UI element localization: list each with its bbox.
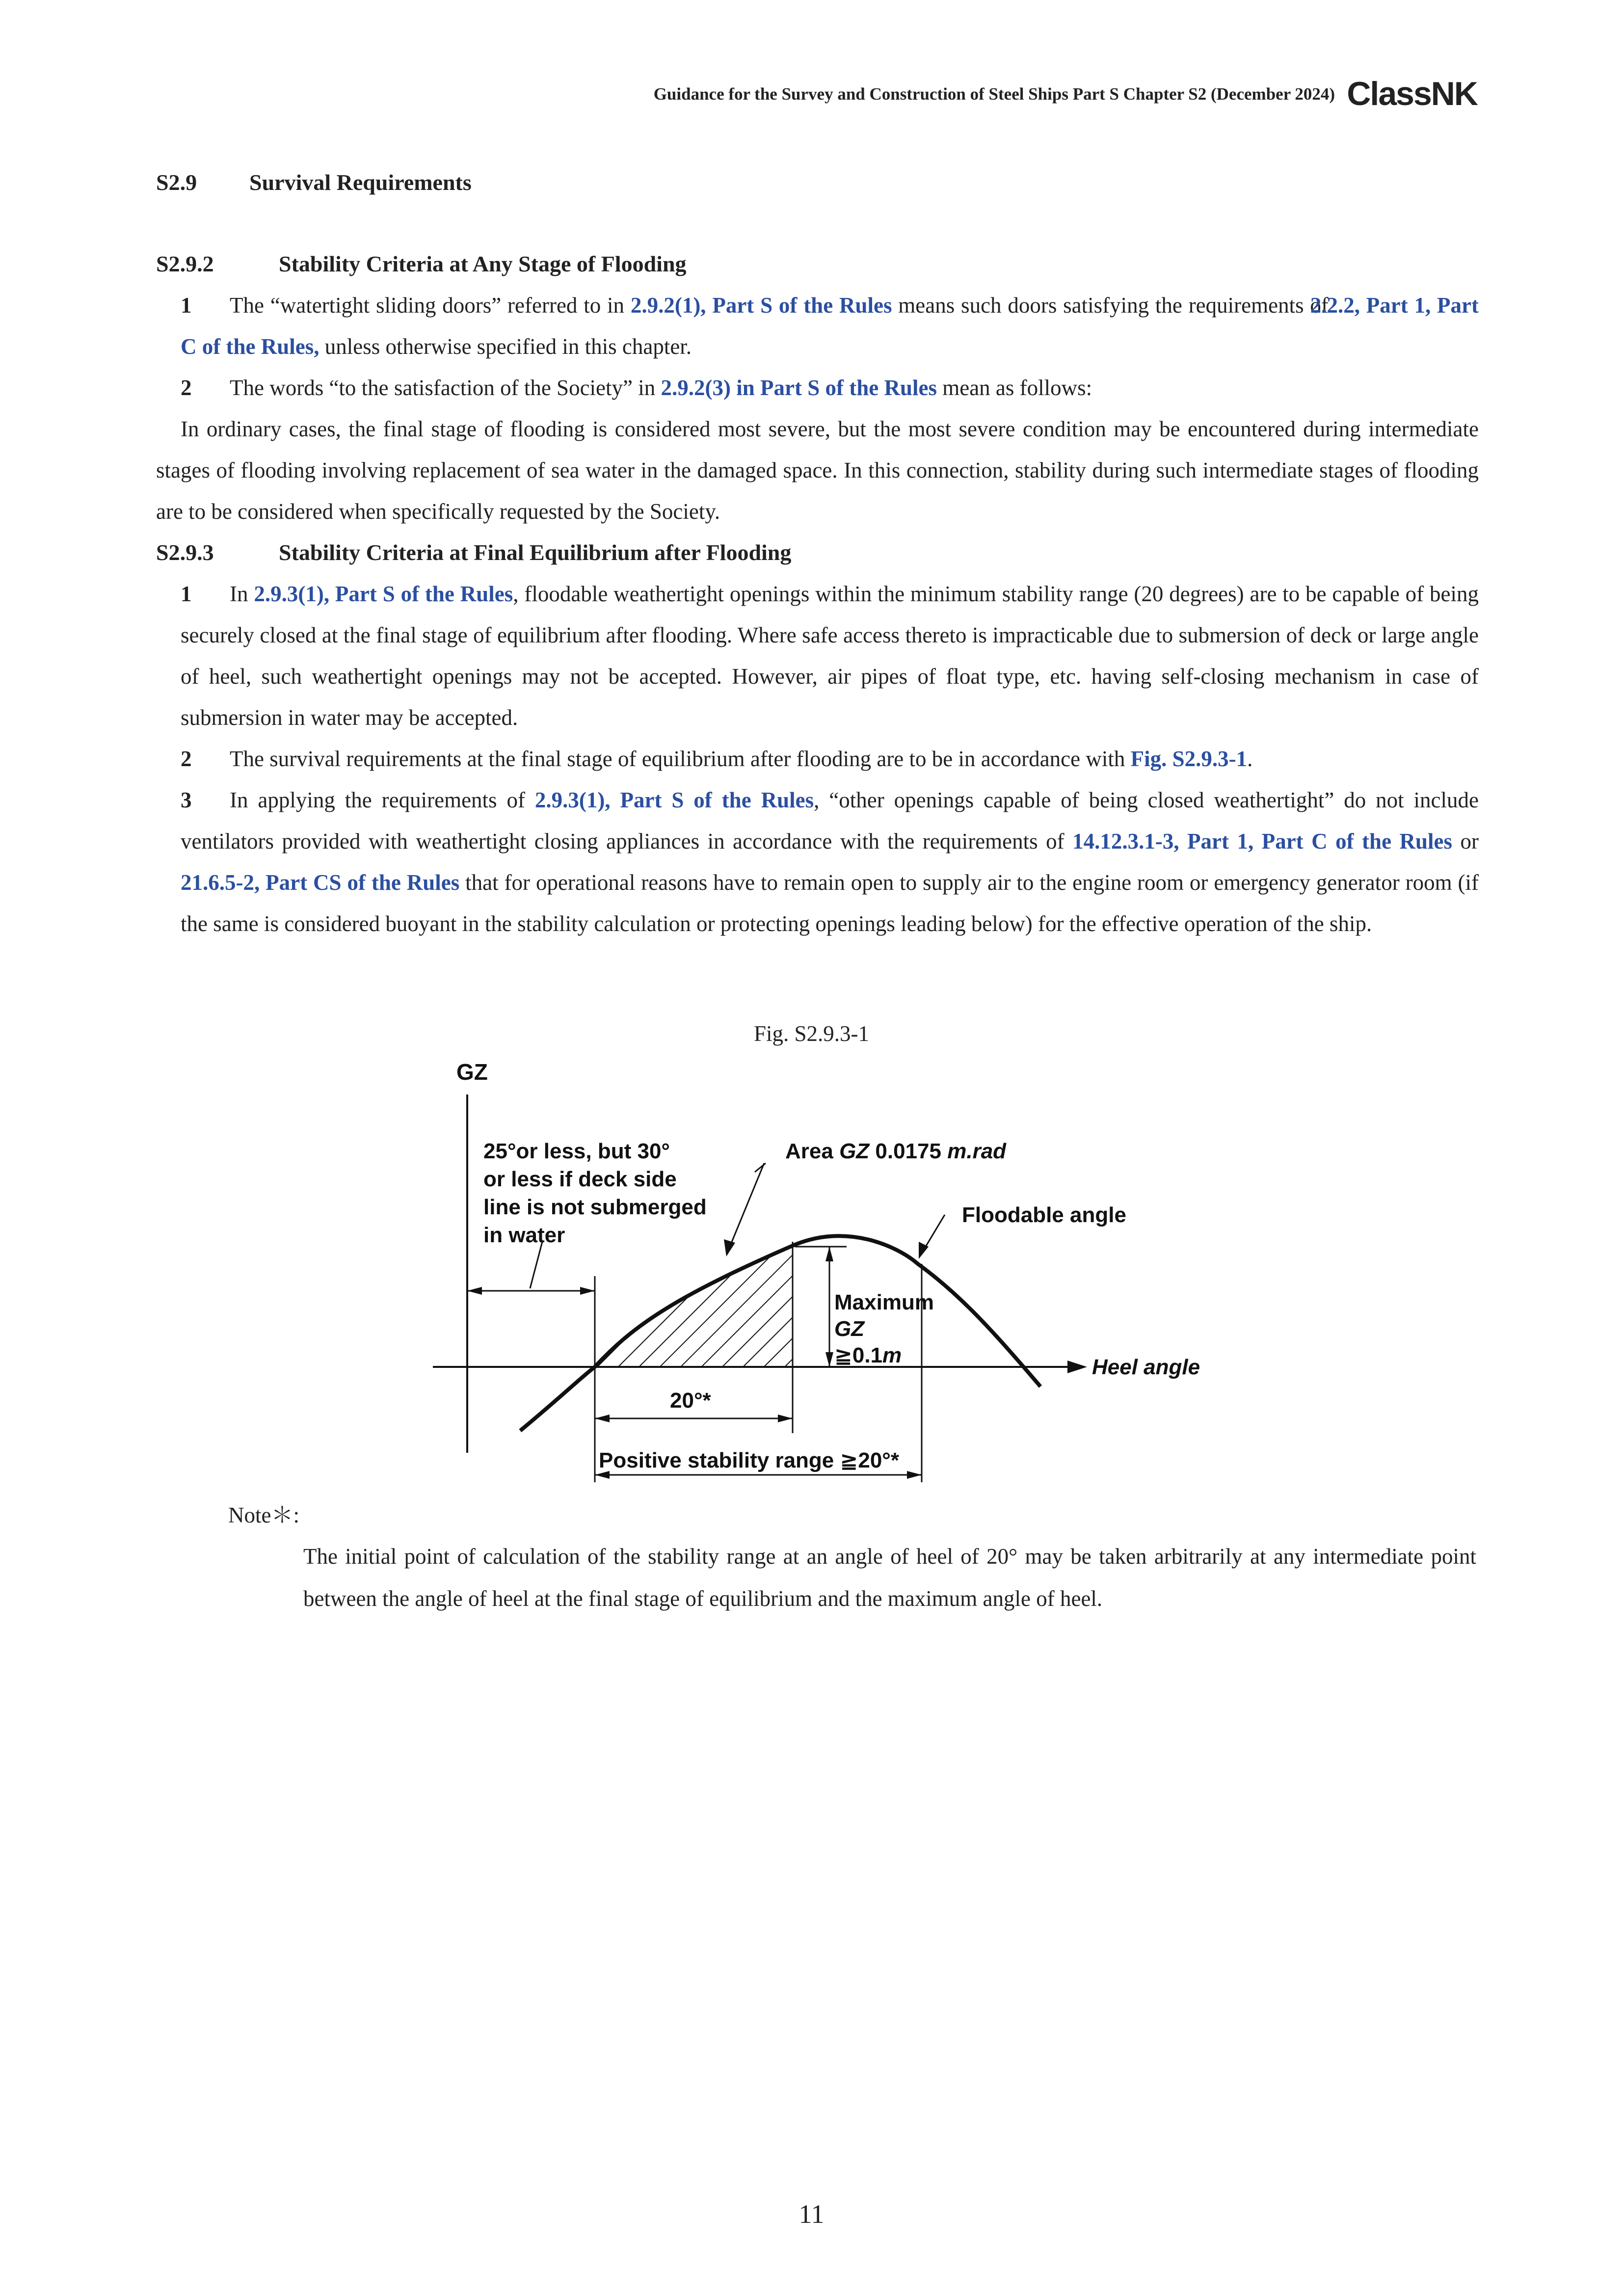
- max-gz-label: ≧0.1m: [834, 1343, 902, 1367]
- header-title: Guidance for the Survey and Construction of Steel Ships Part S Chapter S2 (December 2024): [653, 84, 1335, 104]
- twenty-deg-label: 20°*: [670, 1388, 711, 1413]
- rule-link[interactable]: 14.12.3.1-3, Part 1, Part C of the Rules: [1072, 829, 1453, 854]
- arrow-head: [825, 1247, 833, 1261]
- paragraph: 3 In applying the requirements of 2.9.3(1), Part S of the Rules, “other openings capable of being closed weathertight” do not include ventilators provided with weathertight closing appliances in accordance with the requirements of 14.12.3.1-3, Part 1, Part C of the Rules or 21.6.5-2, Part CS of the Rules that for operational reasons have to remain open to supply air to the engine room or emergency generator room (if the same is considered buoyant in the stability calculation or protecting openings leading below) for the effective operation of the ship.: [181, 788, 1479, 936]
- leader-line: [530, 1242, 542, 1288]
- note-line: line is not submerged: [483, 1195, 707, 1219]
- classnk-logo: ClassNK: [1347, 75, 1477, 112]
- paragraph: 2 The survival requirements at the final stage of equilibrium after flooding are to be in accordance with Fig. S2.9.3-1.: [181, 747, 1253, 771]
- figure-link[interactable]: Fig. S2.9.3-1: [1130, 747, 1248, 771]
- area-label: Area GZ 0.0175 m.rad: [785, 1139, 1007, 1163]
- paragraph: In ordinary cases, the final stage of flooding is considered most severe, but the most severe condition may be encountered during intermediate stages of flooding involving replacement of sea water in the damaged space. In this connection, stability during such intermediate stages of flooding are to be considered when specifically requested by the Society.: [156, 417, 1479, 524]
- arrow-head: [907, 1471, 922, 1479]
- stability-range-label: Positive stability range ≧20°*: [599, 1448, 900, 1472]
- y-axis-label: GZ: [456, 1059, 488, 1085]
- arrow-head: [580, 1287, 595, 1295]
- section-heading: [156, 162, 1479, 203]
- rule-link[interactable]: 21.6.5-2, Part CS of the Rules: [181, 870, 460, 895]
- arrow-head: [595, 1415, 610, 1422]
- note-line: 25°or less, but 30°: [483, 1139, 670, 1163]
- subsection-heading: S2.9.3 Stability Criteria at Final Equilibrium after Flooding: [156, 540, 792, 565]
- floodable-angle-label: Floodable angle: [962, 1203, 1126, 1227]
- arrow-head: [825, 1352, 833, 1367]
- rule-link[interactable]: 2.9.3(1), Part S of the Rules: [254, 582, 513, 606]
- note-line: in water: [483, 1223, 565, 1247]
- section-number: S2.9: [156, 170, 197, 195]
- area-leader: [729, 1163, 764, 1249]
- max-gz-label: Maximum: [834, 1290, 934, 1314]
- rule-link[interactable]: 2.2.2, Part 1, Part C of the Rules,: [181, 293, 1479, 359]
- main-content: [156, 243, 1479, 944]
- arrow-head: [724, 1239, 735, 1256]
- rule-link[interactable]: 2.9.2(1), Part S of the Rules: [630, 293, 892, 318]
- arrow-head: [778, 1415, 793, 1422]
- stability-diagram: [402, 1041, 1237, 1492]
- arrow-head: [467, 1287, 482, 1295]
- page-number: 11: [798, 2199, 825, 2229]
- section-title: Survival Requirements: [249, 170, 472, 195]
- max-gz-label: GZ: [834, 1317, 865, 1341]
- rule-link[interactable]: 2.9.3(1), Part S of the Rules: [534, 788, 814, 812]
- note-line: or less if deck side: [483, 1167, 677, 1191]
- note-label: Note＊:: [228, 1503, 299, 1527]
- page-header: [506, 75, 1477, 119]
- paragraph: 1 The “watertight sliding doors” referred to in 2.9.2(1), Part S of the Rules means such doors satisfying the requirements of 2.2.2, Part 1, Part C of the Rules, unless otherwise specified in this chapter.: [181, 293, 1479, 359]
- paragraph: 1 In 2.9.3(1), Part S of the Rules, floodable weathertight openings within the minimum stability range (20 degrees) are to be capable of being securely closed at the final stage of equilibrium after flooding. Where safe access thereto is impracticable due to submersion of deck or large angle of heel, such weathertight openings may not be accepted. However, air pipes of float type, etc. having self-closing mechanism in case of submersion in water may be accepted.: [181, 582, 1479, 730]
- x-axis-arrow: [1067, 1361, 1087, 1373]
- note-text: The initial point of calculation of the stability range at an angle of heel of 20° may be taken arbitrarily at any intermediate point between the angle of heel at the final stage of equilibrium and the maximum angle of heel.: [303, 1544, 1476, 1611]
- figure-caption: Fig. S2.9.3-1: [753, 1021, 870, 1046]
- subsection-heading: S2.9.2 Stability Criteria at Any Stage of Flooding: [156, 251, 687, 276]
- rule-link[interactable]: 2.9.2(3) in Part S of the Rules: [661, 375, 937, 400]
- paragraph: 2 The words “to the satisfaction of the Society” in 2.9.2(3) in Part S of the Rules mean as follows:: [181, 375, 1092, 400]
- x-axis-label: Heel angle: [1092, 1355, 1200, 1379]
